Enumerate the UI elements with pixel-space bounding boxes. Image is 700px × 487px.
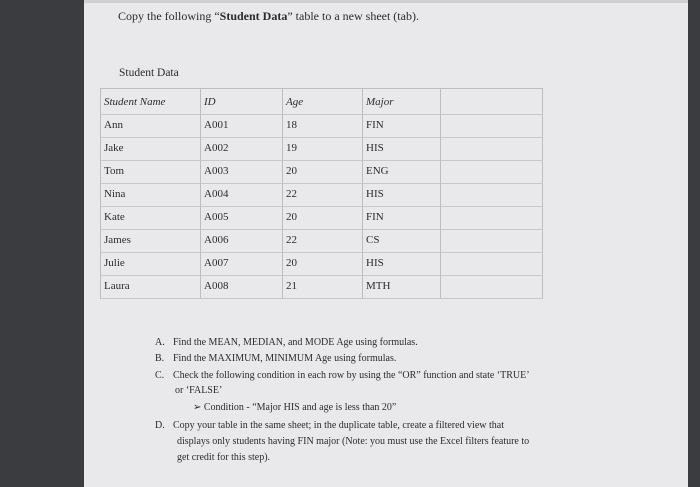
header-empty [441,89,543,115]
table-row [101,230,543,253]
question-c: C. Check the following condition in each row by using the “OR” function and state ‘TRUE’ [155,370,530,381]
question-d-line2: displays only students having FIN major (Note: you must use the Excel filters feature to [177,436,530,447]
condition-line: ➢ Condition - “Major HIS and age is less than 20” [193,402,397,413]
cell-major: ENG [363,161,441,184]
cell-major: FIN [363,115,441,138]
cell-empty [441,207,543,230]
table-row [101,115,543,138]
cell-id: A008 [201,276,283,299]
cell-major: HIS [363,138,441,161]
table-caption: Student Data [119,67,179,79]
table-row [101,276,543,299]
cell-major: HIS [363,184,441,207]
arrow-bullet-icon: ➢ [193,402,202,413]
question-a: A. Find the MEAN, MEDIAN, and MODE Age using formulas. [155,337,418,348]
header-major: Major [363,89,441,115]
page-top-edge [84,0,688,3]
question-b: B. Find the MAXIMUM, MINIMUM Age using formulas. [155,353,397,364]
cell-major: FIN [363,207,441,230]
cell-id: A004 [201,184,283,207]
question-d: D. Copy your table in the same sheet; in the duplicate table, create a filtered view that [155,420,504,431]
table-row [101,207,543,230]
instruction-text [118,9,419,24]
table-row [101,184,543,207]
cell-name: Kate [101,207,201,230]
question-c-continued: or ‘FALSE’ [175,385,223,396]
header-id: ID [201,89,283,115]
cell-major: HIS [363,253,441,276]
header-age: Age [283,89,363,115]
cell-id: A006 [201,230,283,253]
cell-age: 19 [283,138,363,161]
cell-name: Jake [101,138,201,161]
cell-name: Julie [101,253,201,276]
cell-name: Tom [101,161,201,184]
cell-empty [441,230,543,253]
table-header-row [101,89,543,115]
cell-id: A005 [201,207,283,230]
cell-id: A002 [201,138,283,161]
cell-age: 20 [283,161,363,184]
question-d-line3: get credit for this step). [177,452,271,463]
student-data-table [100,88,543,299]
cell-name: Nina [101,184,201,207]
cell-empty [441,276,543,299]
cell-empty [441,138,543,161]
cell-name: Ann [101,115,201,138]
cell-empty [441,161,543,184]
cell-age: 22 [283,184,363,207]
cell-major: CS [363,230,441,253]
header-student-name: Student Name [101,89,201,115]
table-row [101,161,543,184]
cell-name: James [101,230,201,253]
cell-major: MTH [363,276,441,299]
cell-empty [441,115,543,138]
cell-age: 20 [283,253,363,276]
cell-empty [441,184,543,207]
cell-empty [441,253,543,276]
cell-name: Laura [101,276,201,299]
cell-age: 18 [283,115,363,138]
table-row [101,253,543,276]
cell-id: A007 [201,253,283,276]
cell-age: 20 [283,207,363,230]
cell-id: A001 [201,115,283,138]
instruction-bold: Student Data [219,9,288,23]
table-row [101,138,543,161]
instruction-suffix: ” table to a new sheet (tab). [287,9,419,23]
cell-age: 21 [283,276,363,299]
instruction-prefix: Copy the following “ [118,9,220,23]
cell-id: A003 [201,161,283,184]
cell-age: 22 [283,230,363,253]
